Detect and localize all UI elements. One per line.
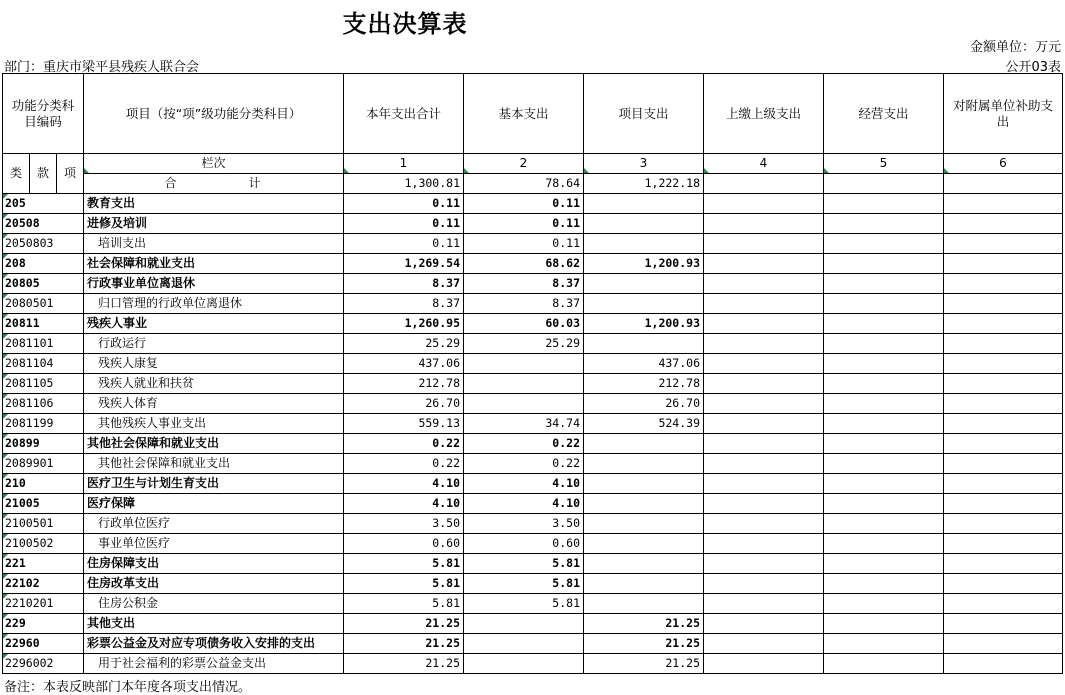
row-basic	[464, 394, 584, 414]
department-label: 部门：重庆市梁平县残疾人联合会	[4, 60, 200, 75]
column-index-row	[3, 154, 1063, 174]
table-row	[3, 474, 1063, 494]
row-upper	[704, 274, 824, 294]
page-title: 支出决算表	[342, 10, 468, 38]
row-basic: 0.11	[464, 194, 584, 214]
expenditure-table	[2, 73, 1063, 674]
row-code: 2081105	[3, 374, 84, 394]
row-business	[824, 294, 944, 314]
row-code: 2089901	[3, 454, 84, 474]
row-total: 26.70	[344, 394, 464, 414]
header-row	[3, 74, 1063, 154]
row-upper	[704, 574, 824, 594]
row-code: 22960	[3, 634, 84, 654]
total-label: 合 计	[84, 174, 344, 194]
row-basic	[464, 654, 584, 674]
row-total: 21.25	[344, 634, 464, 654]
row-code: 2100502	[3, 534, 84, 554]
total-project: 1,222.18	[584, 174, 704, 194]
row-basic: 0.60	[464, 534, 584, 554]
row-basic	[464, 634, 584, 654]
row-project: 524.39	[584, 414, 704, 434]
row-upper	[704, 434, 824, 454]
row-subsidy	[944, 634, 1063, 654]
row-item-name: 教育支出	[84, 194, 344, 214]
row-code: 21005	[3, 494, 84, 514]
row-code: 20508	[3, 214, 84, 234]
table-row	[3, 454, 1063, 474]
header-item: 项目（按“项”级功能分类科目）	[84, 74, 344, 154]
row-subsidy	[944, 574, 1063, 594]
row-basic: 8.37	[464, 294, 584, 314]
table-row	[3, 434, 1063, 454]
row-business	[824, 234, 944, 254]
table-row	[3, 254, 1063, 274]
row-upper	[704, 294, 824, 314]
row-business	[824, 334, 944, 354]
row-upper	[704, 654, 824, 674]
row-business	[824, 434, 944, 454]
row-basic	[464, 614, 584, 634]
row-code: 20805	[3, 274, 84, 294]
row-item-name: 其他社会保障和就业支出	[84, 454, 344, 474]
row-project	[584, 194, 704, 214]
row-item-name: 培训支出	[84, 234, 344, 254]
row-item-name: 行政单位医疗	[84, 514, 344, 534]
total-row	[3, 174, 1063, 194]
row-total: 4.10	[344, 474, 464, 494]
row-project	[584, 554, 704, 574]
row-project	[584, 334, 704, 354]
row-upper	[704, 194, 824, 214]
row-upper	[704, 494, 824, 514]
row-project	[584, 574, 704, 594]
row-total: 1,269.54	[344, 254, 464, 274]
header-kuan: 款	[30, 154, 57, 194]
row-total: 0.60	[344, 534, 464, 554]
row-upper	[704, 254, 824, 274]
total-business	[824, 174, 944, 194]
row-upper	[704, 534, 824, 554]
row-upper	[704, 554, 824, 574]
row-total: 3.50	[344, 514, 464, 534]
row-total: 4.10	[344, 494, 464, 514]
amount-unit: 金额单位：万元	[969, 40, 1061, 55]
row-subsidy	[944, 514, 1063, 534]
row-total: 0.22	[344, 454, 464, 474]
row-subsidy	[944, 374, 1063, 394]
row-business	[824, 654, 944, 674]
footnote: 备注：本表反映部门本年度各项支出情况。	[4, 680, 252, 695]
row-subsidy	[944, 314, 1063, 334]
row-subsidy	[944, 254, 1063, 274]
row-code: 2210201	[3, 594, 84, 614]
row-business	[824, 474, 944, 494]
row-item-name: 用于社会福利的彩票公益金支出	[84, 654, 344, 674]
row-basic: 4.10	[464, 494, 584, 514]
table-row	[3, 214, 1063, 234]
row-project: 26.70	[584, 394, 704, 414]
row-business	[824, 354, 944, 374]
header-xiang: 项	[57, 154, 84, 194]
header-subsidy: 对附属单位补助支出	[944, 74, 1063, 154]
row-item-name: 归口管理的行政单位离退休	[84, 294, 344, 314]
table-row	[3, 414, 1063, 434]
row-total: 5.81	[344, 574, 464, 594]
col-index-4: 4	[704, 154, 824, 174]
header-upper: 上缴上级支出	[704, 74, 824, 154]
row-project	[584, 534, 704, 554]
table-row	[3, 374, 1063, 394]
row-subsidy	[944, 394, 1063, 414]
row-project: 21.25	[584, 634, 704, 654]
row-business	[824, 274, 944, 294]
row-project	[584, 594, 704, 614]
row-item-name: 残疾人康复	[84, 354, 344, 374]
table-row	[3, 354, 1063, 374]
row-business	[824, 454, 944, 474]
row-code: 208	[3, 254, 84, 274]
table-row	[3, 514, 1063, 534]
row-item-name: 行政事业单位离退休	[84, 274, 344, 294]
row-item-name: 残疾人事业	[84, 314, 344, 334]
col-index-5: 5	[824, 154, 944, 174]
row-code: 20811	[3, 314, 84, 334]
row-total: 8.37	[344, 274, 464, 294]
row-project: 1,200.93	[584, 254, 704, 274]
total-subsidy	[944, 174, 1063, 194]
row-business	[824, 194, 944, 214]
row-upper	[704, 594, 824, 614]
row-upper	[704, 454, 824, 474]
header-project: 项目支出	[584, 74, 704, 154]
row-code: 210	[3, 474, 84, 494]
row-upper	[704, 414, 824, 434]
row-subsidy	[944, 214, 1063, 234]
row-basic: 0.11	[464, 234, 584, 254]
row-project: 212.78	[584, 374, 704, 394]
col-index-3: 3	[584, 154, 704, 174]
total-upper	[704, 174, 824, 194]
row-item-name: 其他支出	[84, 614, 344, 634]
row-item-name: 住房保障支出	[84, 554, 344, 574]
table-row	[3, 654, 1063, 674]
row-total: 559.13	[344, 414, 464, 434]
table-row	[3, 634, 1063, 654]
row-subsidy	[944, 354, 1063, 374]
header-basic: 基本支出	[464, 74, 584, 154]
row-basic: 0.11	[464, 214, 584, 234]
row-code: 20899	[3, 434, 84, 454]
row-total: 5.81	[344, 554, 464, 574]
table-row	[3, 314, 1063, 334]
row-basic: 34.74	[464, 414, 584, 434]
row-code: 2080501	[3, 294, 84, 314]
header-row-label: 栏次	[84, 154, 344, 174]
row-total: 1,260.95	[344, 314, 464, 334]
row-total: 0.11	[344, 214, 464, 234]
row-code: 2100501	[3, 514, 84, 534]
row-business	[824, 614, 944, 634]
row-code: 2081199	[3, 414, 84, 434]
row-subsidy	[944, 334, 1063, 354]
row-business	[824, 394, 944, 414]
row-basic	[464, 354, 584, 374]
col-index-6: 6	[944, 154, 1063, 174]
row-project	[584, 514, 704, 534]
row-total: 21.25	[344, 614, 464, 634]
table-row	[3, 534, 1063, 554]
row-upper	[704, 634, 824, 654]
row-subsidy	[944, 474, 1063, 494]
row-project	[584, 274, 704, 294]
row-project	[584, 494, 704, 514]
row-code: 2050803	[3, 234, 84, 254]
row-subsidy	[944, 534, 1063, 554]
row-upper	[704, 474, 824, 494]
row-subsidy	[944, 434, 1063, 454]
row-business	[824, 374, 944, 394]
row-upper	[704, 234, 824, 254]
row-upper	[704, 514, 824, 534]
row-upper	[704, 394, 824, 414]
col-index-1: 1	[344, 154, 464, 174]
header-lei: 类	[3, 154, 30, 194]
row-total: 5.81	[344, 594, 464, 614]
row-item-name: 住房改革支出	[84, 574, 344, 594]
header-business: 经营支出	[824, 74, 944, 154]
row-project: 1,200.93	[584, 314, 704, 334]
row-subsidy	[944, 594, 1063, 614]
row-item-name: 社会保障和就业支出	[84, 254, 344, 274]
row-item-name: 残疾人就业和扶贫	[84, 374, 344, 394]
row-code: 221	[3, 554, 84, 574]
row-basic: 5.81	[464, 554, 584, 574]
row-subsidy	[944, 614, 1063, 634]
row-code: 229	[3, 614, 84, 634]
row-project: 21.25	[584, 614, 704, 634]
row-item-name: 其他残疾人事业支出	[84, 414, 344, 434]
row-subsidy	[944, 294, 1063, 314]
row-subsidy	[944, 654, 1063, 674]
row-code: 2081106	[3, 394, 84, 414]
row-code: 205	[3, 194, 84, 214]
row-item-name: 彩票公益金及对应专项债务收入安排的支出	[84, 634, 344, 654]
row-item-name: 行政运行	[84, 334, 344, 354]
row-project	[584, 294, 704, 314]
row-total: 0.11	[344, 234, 464, 254]
table-row	[3, 294, 1063, 314]
table-row	[3, 194, 1063, 214]
row-total: 0.11	[344, 194, 464, 214]
row-upper	[704, 354, 824, 374]
total-basic: 78.64	[464, 174, 584, 194]
row-subsidy	[944, 194, 1063, 214]
row-business	[824, 594, 944, 614]
row-business	[824, 254, 944, 274]
row-code: 2296002	[3, 654, 84, 674]
col-index-2: 2	[464, 154, 584, 174]
row-subsidy	[944, 554, 1063, 574]
row-business	[824, 414, 944, 434]
row-upper	[704, 314, 824, 334]
header-code: 功能分类科目编码	[3, 74, 84, 154]
row-subsidy	[944, 414, 1063, 434]
row-basic: 8.37	[464, 274, 584, 294]
row-basic: 60.03	[464, 314, 584, 334]
row-item-name: 进修及培训	[84, 214, 344, 234]
row-subsidy	[944, 274, 1063, 294]
header-total: 本年支出合计	[344, 74, 464, 154]
row-project	[584, 454, 704, 474]
row-project: 21.25	[584, 654, 704, 674]
row-basic: 5.81	[464, 574, 584, 594]
row-item-name: 医疗卫生与计划生育支出	[84, 474, 344, 494]
row-item-name: 事业单位医疗	[84, 534, 344, 554]
total-amount: 1,300.81	[344, 174, 464, 194]
table-row	[3, 394, 1063, 414]
row-business	[824, 494, 944, 514]
row-basic: 25.29	[464, 334, 584, 354]
row-basic: 5.81	[464, 594, 584, 614]
row-business	[824, 534, 944, 554]
row-item-name: 其他社会保障和就业支出	[84, 434, 344, 454]
table-row	[3, 274, 1063, 294]
table-row	[3, 574, 1063, 594]
row-upper	[704, 614, 824, 634]
row-total: 212.78	[344, 374, 464, 394]
row-subsidy	[944, 494, 1063, 514]
row-upper	[704, 214, 824, 234]
table-row	[3, 554, 1063, 574]
row-project: 437.06	[584, 354, 704, 374]
row-business	[824, 554, 944, 574]
row-project	[584, 234, 704, 254]
row-business	[824, 514, 944, 534]
row-item-name: 住房公积金	[84, 594, 344, 614]
row-total: 21.25	[344, 654, 464, 674]
row-code: 2081101	[3, 334, 84, 354]
row-project	[584, 214, 704, 234]
table-row	[3, 614, 1063, 634]
row-upper	[704, 374, 824, 394]
row-business	[824, 634, 944, 654]
table-row	[3, 234, 1063, 254]
table-row	[3, 594, 1063, 614]
row-total: 437.06	[344, 354, 464, 374]
row-upper	[704, 334, 824, 354]
row-item-name: 医疗保障	[84, 494, 344, 514]
row-basic: 68.62	[464, 254, 584, 274]
row-item-name: 残疾人体育	[84, 394, 344, 414]
row-basic	[464, 374, 584, 394]
row-business	[824, 314, 944, 334]
row-project	[584, 434, 704, 454]
row-basic: 3.50	[464, 514, 584, 534]
row-total: 25.29	[344, 334, 464, 354]
row-project	[584, 474, 704, 494]
row-subsidy	[944, 234, 1063, 254]
row-subsidy	[944, 454, 1063, 474]
row-basic: 0.22	[464, 454, 584, 474]
row-basic: 0.22	[464, 434, 584, 454]
row-business	[824, 574, 944, 594]
table-row	[3, 494, 1063, 514]
table-number: 公开03表	[1005, 60, 1061, 75]
row-code: 2081104	[3, 354, 84, 374]
row-business	[824, 214, 944, 234]
row-total: 0.22	[344, 434, 464, 454]
row-total: 8.37	[344, 294, 464, 314]
row-code: 22102	[3, 574, 84, 594]
table-row	[3, 334, 1063, 354]
row-basic: 4.10	[464, 474, 584, 494]
